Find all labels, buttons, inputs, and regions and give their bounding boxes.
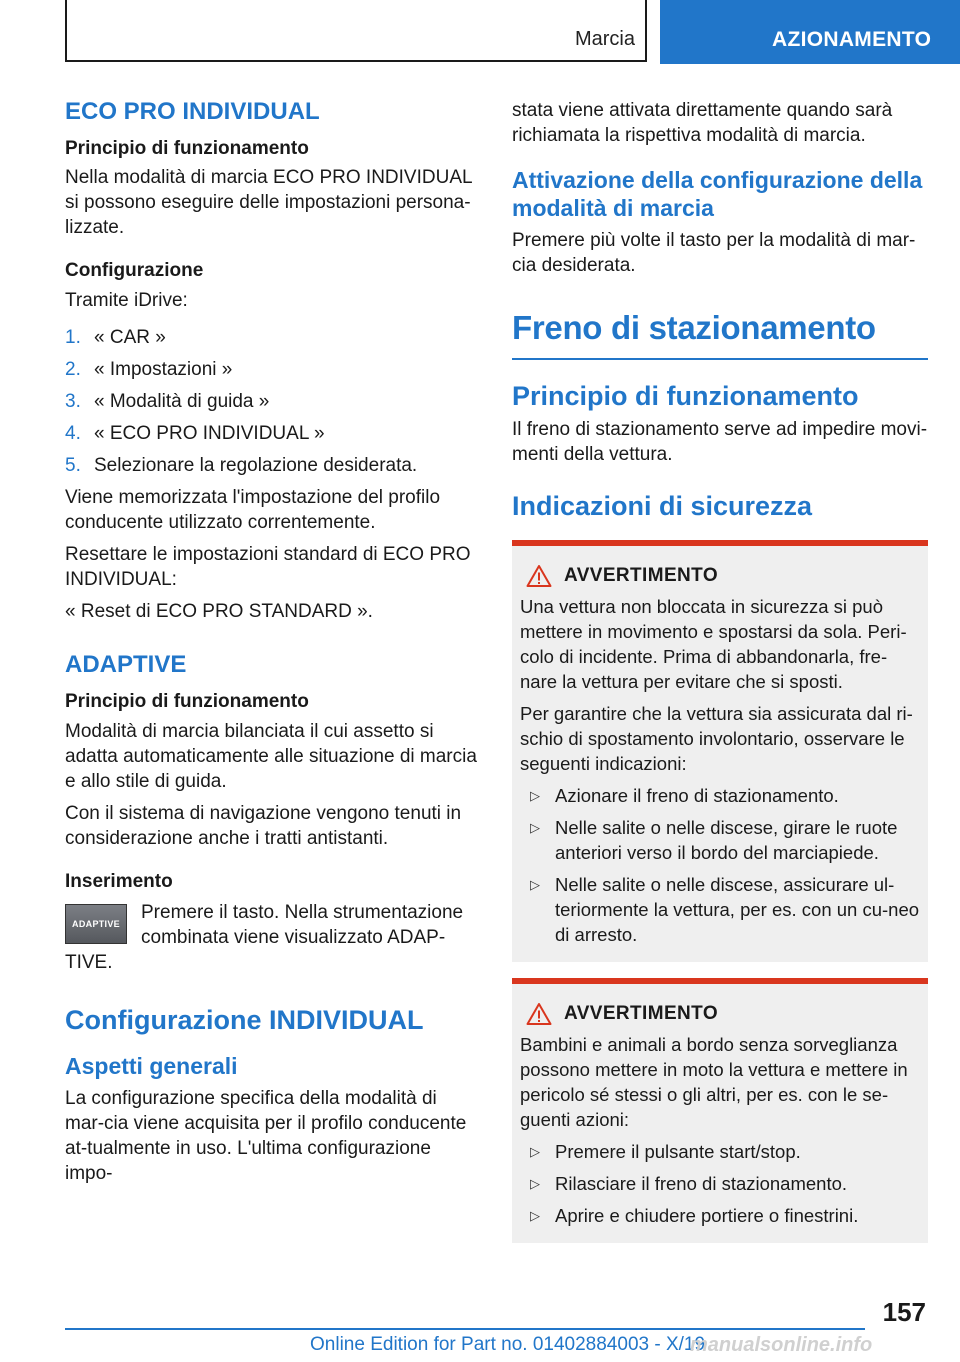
warning-list <box>520 1139 920 1228</box>
parking-principle-text: Il freno di stazionamento serve ad impedire movi-menti della vettura. <box>512 418 928 465</box>
eco-principle-text: Nella modalità di marcia ECO PRO INDIVIDUAL si possono eseguire delle impostazioni persona-lizzate. <box>65 167 472 239</box>
list-item: ▷ Nelle salite o nelle discese, assicurare ul-teriormente la vettura, per es. con un cu-neo di arresto. <box>530 874 920 946</box>
eco-principle-title: Principio di funzionamento <box>65 137 309 159</box>
warning-box <box>512 540 928 962</box>
general-aspects-title: Aspetti generali <box>65 1052 238 1079</box>
list-item: ▷ Azionare il freno di stazionamento. <box>530 785 839 807</box>
parking-brake-title: Freno di stazionamento <box>512 309 876 347</box>
activation-title: Attivazione della configurazione della modalità di marcia <box>512 167 923 221</box>
header-section-box <box>65 0 647 62</box>
eco-config-steps <box>65 325 480 478</box>
list-item: ▷ Nelle salite o nelle discese, girare le ruote anteriori verso il bordo del marciapiede. <box>530 817 898 864</box>
right-column <box>512 98 928 1255</box>
left-column <box>65 98 480 1193</box>
step-item: 3. « Modalità di guida » <box>65 391 270 413</box>
parking-principle-title: Principio di funzionamento <box>512 381 859 412</box>
adaptive-insert-title: Inserimento <box>65 870 173 892</box>
warning-box <box>512 978 928 1243</box>
step-item: 5. Selezionare la regolazione desiderata. <box>65 455 418 477</box>
page-number: 157 <box>882 1297 926 1327</box>
individual-config-title: Configurazione INDIVIDUAL <box>65 1005 424 1036</box>
list-item: ▷ Aprire e chiudere portiere o finestrini. <box>530 1205 859 1227</box>
adaptive-insert-row <box>65 900 480 975</box>
list-item: ▷ Rilasciare il freno di stazionamento. <box>530 1173 848 1195</box>
warning-list <box>520 783 920 947</box>
warning-text: Per garantire che la vettura sia assicurata dal ri-schio di spostamento involontario, osservare le seguenti indicazioni: <box>520 703 913 775</box>
activation-text: Premere più volte il tasto per la modalità di mar-cia desiderata. <box>512 230 916 277</box>
adaptive-principle-title: Principio di funzionamento <box>65 690 309 712</box>
continued-text: stata viene attivata direttamente quando sarà richiamata la rispettiva modalità di marcia. <box>512 100 893 146</box>
eco-config-intro: Tramite iDrive: <box>65 290 188 312</box>
eco-pro-title: ECO PRO INDIVIDUAL <box>65 98 320 125</box>
warning-triangle-icon <box>526 1002 552 1026</box>
footer-divider <box>65 1328 865 1330</box>
list-item: ▷ Premere il pulsante start/stop. <box>530 1141 801 1163</box>
safety-title: Indicazioni di sicurezza <box>512 490 813 521</box>
header-section-title: Marcia <box>574 28 635 50</box>
step-item: 4. « ECO PRO INDIVIDUAL » <box>65 423 325 445</box>
footer-edition-text: Online Edition for Part no. 01402884003 - X/19 <box>310 1334 706 1355</box>
warning-text: Una vettura non bloccata in sicurezza si può mettere in movimento e spostarsi da sola. Peri-colo di incidente. Prima di abbandonarla, fre-nare la vettura per evitare che si sposti. <box>520 596 907 693</box>
adaptive-insert-text: Premere il tasto. Nella strumentazione combinata viene visualizzato ADAP-TIVE. <box>65 902 464 974</box>
header-chapter-title: AZIONAMENTO <box>772 28 932 51</box>
warning-label: AVVERTIMENTO <box>564 565 718 587</box>
warning-label: AVVERTIMENTO <box>564 1003 718 1025</box>
eco-reset-text: Resettare le impostazioni standard di ECO PRO INDIVIDUAL: <box>65 544 471 591</box>
adaptive-title: ADAPTIVE <box>65 651 187 679</box>
eco-reset-menu: « Reset di ECO PRO STANDARD ». <box>65 601 373 623</box>
warning-text: Bambini e animali a bordo senza sorveglianza possono mettere in moto la vettura e mettere in pericolo sé stessi o gli altri, per es. con le se-guenti azioni: <box>520 1034 908 1131</box>
warning-header <box>520 1002 920 1026</box>
footer-watermark: manualsonline.info <box>690 1334 873 1356</box>
adaptive-nav-text: Con il sistema di navigazione vengono tenuti in considerazione anche i tratti antistanti. <box>65 802 462 849</box>
adaptive-principle-text: Modalità di marcia bilanciata il cui assetto si adatta automaticamente alle situazione di marcia e allo stile di guida. <box>65 720 477 792</box>
eco-config-title: Configurazione <box>65 260 204 282</box>
adaptive-button-icon: ADAPTIVE <box>65 904 127 944</box>
step-item: 1. « CAR » <box>65 327 166 349</box>
header-chapter-tab <box>660 0 960 64</box>
warning-triangle-icon <box>526 564 552 588</box>
parking-brake-heading <box>512 307 928 360</box>
step-item: 2. « Impostazioni » <box>65 359 233 381</box>
eco-memo-text: Viene memorizzata l'impostazione del profilo conducente utilizzato correntemente. <box>65 487 441 534</box>
warning-header <box>520 564 920 588</box>
general-aspects-text: La configurazione specifica della modalità di mar-cia viene acquisita per il profilo conducente at-tualmente in uso. L'ultima configurazione impo- <box>65 1088 467 1185</box>
